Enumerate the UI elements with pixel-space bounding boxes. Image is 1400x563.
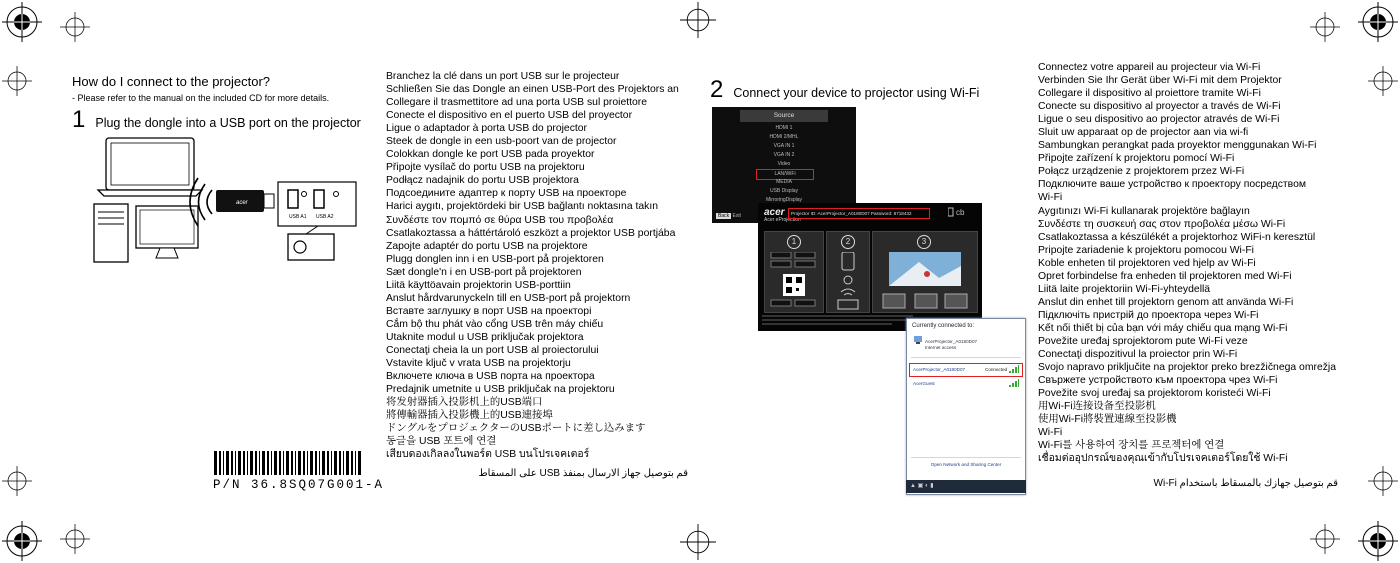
barcode-bar (223, 451, 224, 475)
step-1-heading (72, 106, 361, 134)
translation-line: ドングルをプロジェクターのUSBポートに差し込みます (386, 423, 646, 435)
translation-line: เชื่อมต่ออุปกรณ์ของคุณเข้ากับโปรเจคเตอร์โดยใช้ Wi-Fi (1038, 453, 1288, 465)
translation-line: Plugg donglen inn i en USB-port på projektoren (386, 253, 604, 265)
acer-logo: acer (764, 207, 785, 218)
step-2-heading (710, 76, 979, 104)
usb-port-label: USB A2 (316, 214, 334, 220)
translation-line: Sæt dongle'n i en USB-port på projektoren (386, 266, 582, 278)
usb-translations-list (386, 70, 679, 461)
barcode-bar (226, 451, 229, 475)
registration-mark-icon (2, 466, 32, 496)
taskbar (906, 480, 1026, 493)
translation-line-arabic: قم بتوصيل جهاز الارسال بمنفذ USB على المسقاط (478, 468, 688, 479)
translation-line: Liitä laite projektoriin Wi-Fi-yhteydellä (1038, 283, 1211, 295)
barcode-bar (331, 451, 332, 475)
registration-mark-icon (2, 2, 42, 42)
barcode-bar (283, 451, 284, 475)
wifi-network-popup (906, 318, 1026, 495)
acer-eprojection-screenshot (758, 203, 982, 331)
part-number: P/N 36.8SQ07G001-A (213, 478, 385, 492)
translation-line: 將傳輸器插入投影機上的USB連接埠 (386, 410, 553, 422)
translation-line: Svojo napravo priključite na projektor preko brezžičnega omrežja (1038, 362, 1337, 374)
step-panel-2 (826, 231, 870, 313)
selected-network-status: Connected (985, 367, 1008, 372)
projector-usb-panel (278, 182, 356, 226)
registration-mark-icon (1358, 2, 1398, 42)
barcode-bar (310, 451, 313, 475)
translation-line: Conecte su dispositivo al proyector a través de Wi-Fi (1038, 101, 1281, 113)
translation-line: Csatlakoztassa a készülékét a projektorhoz WiFi-n keresztül (1038, 231, 1316, 243)
translation-line: Ligue o seu dispositivo ao projector através de Wi-Fi (1038, 114, 1280, 126)
step-text: Connect your device to projector using Wi-Fi (733, 86, 980, 100)
translation-line: เสียบดองเกิลลงในพอร์ต USB บนโปรเจคเตอร์ (386, 449, 590, 461)
eprojection-label: Acer eProjection (764, 217, 801, 223)
translation-line: Wi-Fi (1038, 427, 1063, 439)
registration-mark-icon (1310, 524, 1340, 554)
registration-mark-icon (2, 66, 32, 96)
translation-line: Включете ключа в USB порта на проектора (386, 371, 595, 383)
registration-mark-icon (1358, 521, 1398, 561)
translation-line: Verbinden Sie Ihr Gerät über Wi-Fi mit dem Projektor (1038, 75, 1282, 87)
translation-line: Подсоедините адаптер к порту USB на проекторе (386, 188, 627, 200)
current-network-status: Internet access (925, 345, 957, 350)
barcode-bar (319, 451, 320, 475)
translation-line: 使用Wi-Fi將裝置連線至投影機 (1038, 414, 1177, 426)
translation-line: Підключіть пристрій до проектора через Wi-Fi (1038, 309, 1259, 321)
source-menu-item: VGA IN 2 (773, 152, 795, 158)
translation-line: Συνδέστε τον πομπό σε θύρα USB του προβολέα (386, 214, 614, 226)
other-network-name[interactable]: AcerGuest (913, 381, 935, 386)
barcode-bar (298, 451, 301, 475)
barcode-bar (343, 451, 344, 475)
translation-line: Cắm bộ thu phát vào cổng USB trên máy chiếu (386, 318, 604, 330)
usb-dongle-icon (216, 190, 274, 212)
translation-line: Połącz urządzenie z projektorem przez Wi-Fi (1038, 166, 1245, 178)
translation-line: Utaknite modul u USB priključak projektora (386, 331, 584, 343)
translation-line: Povežite svoj uređaj sa projektorom koristeći Wi-Fi (1038, 388, 1271, 400)
source-menu-item: HDMI 1 (775, 125, 793, 131)
translation-line: Aygıtınızı Wi-Fi kullanarak projektöre bağlayın (1038, 205, 1250, 217)
divider (911, 457, 1021, 458)
panel-number: 1 (787, 235, 801, 249)
barcode-bar (295, 451, 296, 475)
laptop-icon (98, 138, 202, 196)
barcode-bar (286, 451, 289, 475)
source-menu-item-selected: LAN/WiFi (756, 169, 814, 180)
translation-line: Kết nối thiết bị của bạn với máy chiếu qua mạng Wi-Fi (1038, 322, 1288, 334)
translation-line: Podłącz nadajnik do portu USB projektora (386, 175, 579, 187)
source-menu-item: Video (777, 161, 791, 167)
translation-line: Opret forbindelse fra enheden til projektoren med Wi-Fi (1038, 270, 1292, 282)
barcode-bar (243, 451, 245, 475)
translation-line: Koble enheten til projektoren ved hjelp av Wi-Fi (1038, 257, 1256, 269)
barcode-bar (238, 451, 241, 475)
signal-strength-icon (1009, 365, 1019, 373)
translation-line: Συνδέστε τη συσκευή σας στον προβολέα μέσω Wi-Fi (1038, 218, 1286, 230)
translation-line: Vstavite ključ v vrata USB na projektorju (386, 358, 571, 370)
translation-line: Вставте заглушку в порт USB на проекторі (386, 305, 592, 317)
registration-mark-icon (2, 521, 42, 561)
question-heading: How do I connect to the projector? (72, 74, 271, 89)
translation-line: Подключите ваше устройство к проектору посредством (1038, 179, 1306, 191)
svg-text:cb: cb (956, 208, 965, 217)
wifi-popup-title: Currently connected to: (912, 323, 975, 329)
usb-dongle-illustration (92, 134, 360, 266)
barcode-bar (291, 451, 293, 475)
translation-line: Conectaţi dispozitivul la proiector prin Wi-Fi (1038, 349, 1238, 361)
barcode-bar (355, 451, 356, 475)
translation-line: Anslut din enhet till projektorn genom att använda Wi-Fi (1038, 296, 1294, 308)
translation-line: Collegare il dispositivo al proiettore tramite Wi-Fi (1038, 88, 1261, 100)
translation-line: Zapojte adaptér do portu USB na projektore (386, 240, 588, 252)
translation-line: Povežite uređaj sprojektorom pute Wi-Fi veze (1038, 335, 1248, 347)
barcode-bar (235, 451, 236, 475)
source-menu-exit (716, 213, 741, 219)
source-menu-item: MirroringDisplay (765, 197, 803, 203)
step-number: 2 (710, 76, 724, 103)
barcode-bar (346, 451, 349, 475)
translation-line: Sluit uw apparaat op de projector aan via wi-fi (1038, 127, 1249, 139)
source-menu-item: VGA IN 1 (773, 143, 795, 149)
translation-line: 동글을 USB 포트에 연결 (386, 436, 497, 448)
selected-network-name[interactable]: AcerProjector_A0180D07 (913, 367, 966, 372)
barcode-bar (322, 451, 325, 475)
registration-mark-icon (60, 524, 90, 554)
wireless-signal-icon (190, 178, 212, 226)
translation-line: Wi-Fi (1038, 192, 1063, 204)
barcode-bar (214, 451, 217, 475)
source-menu-title: Source (740, 110, 828, 122)
current-network-name: AcerProjector_A0180D07 (925, 339, 978, 344)
current-network (925, 339, 977, 351)
step-text: Plug the dongle into a USB port on the projector (95, 116, 361, 130)
translation-line: Harici aygıtı, projektördeki bir USB bağlantı noktasına takın (386, 201, 659, 213)
barcode-bar (327, 451, 329, 475)
barcode-bar (303, 451, 305, 475)
network-icon (913, 335, 923, 345)
translation-line: Pripojte zariadenie k projektoru pomocou Wi-Fi (1038, 244, 1254, 256)
barcode-bar (334, 451, 337, 475)
barcode-bar (247, 451, 248, 475)
registration-mark-icon (1368, 466, 1398, 496)
translation-line-arabic: قم بتوصيل جهازك بالمسقاط باستخدام Wi-Fi (1153, 478, 1338, 489)
barcode-bar (358, 451, 361, 475)
signal-strength-icon (1009, 379, 1019, 387)
barcode-bar (307, 451, 308, 475)
barcode-bar (231, 451, 233, 475)
translation-line: Branchez la clé dans un port USB sur le projecteur (386, 71, 620, 82)
registration-mark-icon (680, 524, 716, 560)
step-panel-1 (764, 231, 824, 313)
step-number: 1 (72, 106, 86, 133)
translation-line: Csatlakoztassa a háttértároló eszközt a projektor USB portjába (386, 227, 676, 239)
barcode-bar (219, 451, 221, 475)
translation-line: Conecte el dispositivo en el puerto USB del proyector (386, 110, 633, 122)
panel-number: 2 (841, 235, 855, 249)
step-panel-3 (872, 231, 978, 313)
translation-line: Colokkan dongle ke port USB pada proyektor (386, 149, 595, 161)
barcode-bar (262, 451, 265, 475)
translation-line: Свържете устройството към проектора чрез Wi-Fi (1038, 375, 1278, 387)
registration-mark-icon (60, 12, 90, 42)
translation-line: Steek de dongle in een usb-poort van de projector (386, 136, 617, 148)
source-menu-item: USB Display (769, 188, 799, 194)
registration-mark-icon (1368, 66, 1398, 96)
translation-line: Liitä käyttöavain projektorin USB-porttiin (386, 279, 571, 291)
dongle-brand-label: acer (236, 200, 248, 206)
translation-line: Predajnik umetnite u USB priključak na projektoru (386, 384, 615, 396)
translation-line: Schließen Sie das Dongle an einen USB-Port des Projektors an (386, 84, 679, 96)
network-sharing-center-link[interactable]: Open Network and Sharing Center (930, 462, 1002, 467)
divider (911, 357, 1021, 358)
source-menu-item: MEDIA (776, 179, 792, 185)
projector-icon (288, 226, 334, 260)
taskbar-icons: ▲ ▣ ◐ ▮ (910, 483, 934, 489)
registration-mark-icon (680, 2, 716, 38)
usb-port-label: USB A1 (289, 214, 307, 220)
projector-id-password: Projector ID: AcerProjector_A0180D07 Password: 8718432 (788, 208, 930, 219)
translation-line: Ligue o adaptador à porta USB do projector (386, 123, 588, 135)
translation-line: Anslut hårdvarunyckeln till en USB-port på projektorn (386, 292, 631, 304)
panel-number: 3 (917, 235, 931, 249)
barcode-bar (351, 451, 353, 475)
manual-note: - Please refer to the manual on the included CD for more details. (72, 93, 330, 103)
translation-line: 将发射器插入投影机上的USB端口 (386, 397, 543, 409)
device-flow-icon (833, 252, 863, 310)
translation-line: Sambungkan perangkat pada proyektor menggunakan Wi-Fi (1038, 140, 1317, 152)
barcode-bar (279, 451, 281, 475)
translation-line: Wi-Fi를 사용하여 장치를 프로젝터에 연결 (1038, 440, 1225, 452)
translation-line: Připojte zařízení k projektoru pomocí Wi-Fi (1038, 153, 1235, 165)
barcode-bar (315, 451, 317, 475)
barcode-bar (267, 451, 269, 475)
source-menu-item: HDMI 2/MHL (769, 134, 799, 140)
translation-line: Collegare il trasmettitore ad una porta USB sul proiettore (386, 97, 648, 109)
registration-mark-icon (1310, 12, 1340, 42)
barcode-bar (274, 451, 277, 475)
wifi-translations-list (1038, 61, 1336, 465)
barcode-bar (259, 451, 260, 475)
translation-line: Conectaţi cheia la un port USB al proiectorului (386, 344, 599, 356)
barcode (214, 451, 364, 475)
translation-line: 用Wi-Fi连接设备至投影机 (1038, 401, 1156, 413)
projection-preview-image (879, 250, 971, 310)
translation-line: Connectez votre appareil au projecteur via Wi-Fi (1038, 62, 1261, 73)
barcode-bar (255, 451, 257, 475)
exit-label: Exit (732, 213, 741, 219)
barcode-bar (250, 451, 253, 475)
barcode-bar (339, 451, 341, 475)
app-store-qr-icon (769, 252, 819, 308)
translation-line: Připojte vysílač do portu USB na projektoru (386, 162, 585, 174)
back-key-label: Back (718, 213, 730, 219)
barcode-bar (271, 451, 272, 475)
status-icons (948, 207, 976, 217)
desktop-computer-icon (94, 204, 198, 262)
